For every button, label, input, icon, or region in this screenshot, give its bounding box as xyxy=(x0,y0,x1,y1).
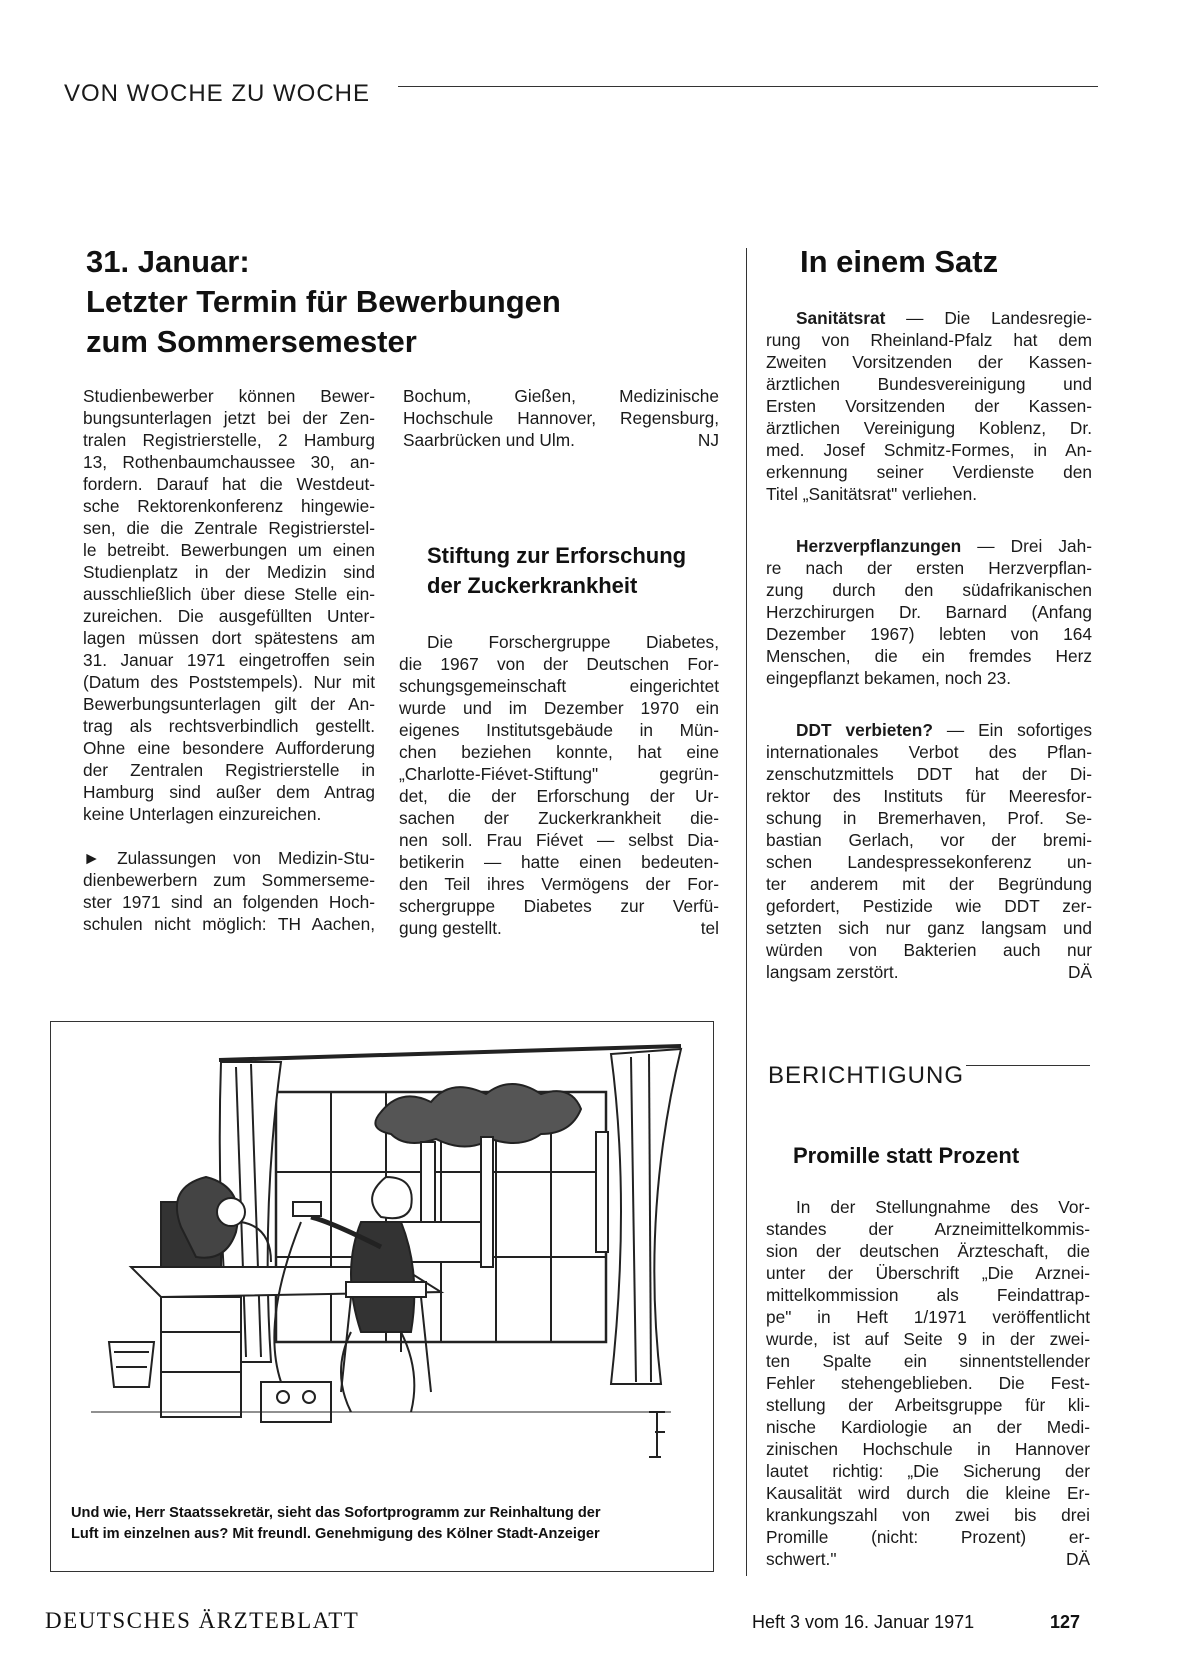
text-line: eigenes Institutsgebäude in Mün- xyxy=(399,720,719,740)
text-line: Zweiten Vorsitzenden der Kassen- xyxy=(766,352,1092,372)
text-line: re nach der ersten Herzverpflan- xyxy=(766,558,1092,578)
text-line: fordern. Darauf hat die Westdeut- xyxy=(83,474,375,494)
main-article-col1 xyxy=(83,385,375,935)
text-line xyxy=(403,429,719,451)
berichtigung-body xyxy=(766,1196,1090,1570)
text-line: mittelkommission als Feindattrap- xyxy=(766,1285,1090,1305)
text-line: wurde, ist auf Seite 9 in der zwei- xyxy=(766,1329,1090,1349)
text-line: zung durch den südafrikanischen xyxy=(766,580,1092,600)
text-line: Ohne eine besondere Aufforderung xyxy=(83,738,375,758)
text-line: langsam zerstört. xyxy=(766,962,899,982)
item-lead: DDT verbieten? xyxy=(796,720,933,740)
header-rule xyxy=(398,86,1098,87)
text-line: unter der Überschrift „Die Arznei- xyxy=(766,1263,1090,1283)
text-line: tralen Registrierstelle, 2 Hamburg xyxy=(83,430,375,450)
page-number: 127 xyxy=(1050,1612,1081,1632)
text-line: med. Josef Schmitz-Formes, in An- xyxy=(766,440,1092,460)
headline-line: Stiftung zur Erforschung xyxy=(427,543,687,568)
text-line: Die Forschergruppe Diabetes, xyxy=(427,632,719,652)
text-line: — Drei Jah- xyxy=(961,536,1092,556)
text-line: 31. Januar 1971 eingetroffen sein xyxy=(83,650,375,670)
text-line: — Ein sofortiges xyxy=(932,720,1092,740)
text-line xyxy=(766,719,1092,741)
text-line: bastian Gerlach, vor der bremi- xyxy=(766,830,1092,850)
text-line: gung gestellt. xyxy=(399,918,502,938)
author-signature: DÄ xyxy=(1067,962,1092,982)
author-signature: NJ xyxy=(697,430,719,450)
text-line: ausschließlich über diese Stelle ein- xyxy=(83,584,375,604)
text-line: Saarbrücken und Ulm. xyxy=(403,430,575,450)
text-line: betikerin — hatte einen bedeuten- xyxy=(399,852,719,872)
text-line xyxy=(766,961,1092,983)
text-line: schergruppe Diabetes zur Verfü- xyxy=(399,896,719,916)
text-line: Studienbewerber können Bewer- xyxy=(83,386,375,406)
text-line: eingepflanzt bekamen, noch 23. xyxy=(766,668,1011,688)
text-line: internationales Verbot des Pflan- xyxy=(766,742,1092,762)
text-line: sion der deutschen Ärzteschaft, die xyxy=(766,1241,1090,1261)
text-line xyxy=(399,917,719,939)
text-line xyxy=(766,535,1092,557)
text-line: Fehler stehengeblieben. Die Fest- xyxy=(766,1373,1090,1393)
berichtigung-header: BERICHTIGUNG xyxy=(768,1062,965,1089)
text-line: erkennung seiner Verdienste den xyxy=(766,462,1092,482)
headline-line: Letzter Termin für Bewerbungen xyxy=(86,284,561,319)
text-line: standes der Arzneimittelkommis- xyxy=(766,1219,1090,1239)
text-line: keine Unterlagen einzureichen. xyxy=(83,804,322,824)
text-line: trag als rechtsverbindlich gestellt. xyxy=(83,716,375,736)
headline-line: der Zuckerkrankheit xyxy=(427,573,638,598)
text-line: zenschutzmittels DDT hat der Di- xyxy=(766,764,1092,784)
text-line: schulen nicht möglich: TH Aachen, xyxy=(83,914,375,934)
text-line: bungsunterlagen jetzt bei der Zen- xyxy=(83,408,375,428)
text-line: Ersten Vorsitzenden der Kassen- xyxy=(766,396,1092,416)
author-signature: DÄ xyxy=(1065,1549,1090,1569)
text-line xyxy=(766,1548,1090,1570)
text-line: würden von Bakterien auch nur xyxy=(766,940,1092,960)
publication-name: DEUTSCHES ÄRZTEBLATT xyxy=(45,1608,360,1633)
text-line: wurde und im Dezember 1970 ein xyxy=(399,698,719,718)
cartoon-frame xyxy=(50,1021,714,1572)
text-line: zinischen Hochschule in Hannover xyxy=(766,1439,1090,1459)
item-lead: Herzverpflanzungen xyxy=(796,536,962,556)
text-line: Hochschule Hannover, Regensburg, xyxy=(403,408,719,428)
text-line: schen Landespressekonferenz un- xyxy=(766,852,1092,872)
text-line: lautet richtig: „Die Sicherung der xyxy=(766,1461,1090,1481)
main-headline xyxy=(86,242,561,362)
text-line: rektor des Instituts für Meeresfor- xyxy=(766,786,1092,806)
text-line: krankungszahl von zwei bis drei xyxy=(766,1505,1090,1525)
cartoon-illustration xyxy=(51,1022,711,1492)
text-line: Menschen, die ein fremdes Herz xyxy=(766,646,1092,666)
text-line: — Die Landesregie- xyxy=(885,308,1092,328)
satz-headline: In einem Satz xyxy=(800,244,999,279)
berichtigung-rule xyxy=(966,1065,1090,1066)
text-line: den Teil ihres Vermögens der For- xyxy=(399,874,719,894)
text-line: le betreibt. Bewerbungen um einen xyxy=(83,540,375,560)
text-line: In der Stellungnahme des Vor- xyxy=(796,1197,1090,1217)
text-line: ärztlichen Vereinigung Koblenz, Dr. xyxy=(766,418,1092,438)
text-line: der Zentralen Registrierstelle in xyxy=(83,760,375,780)
text-line: lagen müssen dort spätestens am xyxy=(83,628,375,648)
text-line: Titel „Sanitätsrat" verliehen. xyxy=(766,484,978,504)
section-header: VON WOCHE ZU WOCHE xyxy=(64,80,370,107)
text-line: Promille (nicht: Prozent) er- xyxy=(766,1527,1090,1547)
text-line: Studienplatz in der Medizin sind xyxy=(83,562,375,582)
text-line: Bochum, Gießen, Medizinische xyxy=(403,386,719,406)
text-line: Hamburg sind außer dem Antrag xyxy=(83,782,375,802)
text-line: Herzchirurgen Dr. Barnard (Anfang xyxy=(766,602,1092,622)
text-line: pe" in Heft 1/1971 veröffentlicht xyxy=(766,1307,1090,1327)
text-line: ster 1971 sind an folgenden Hoch- xyxy=(83,892,375,912)
text-line: die 1967 von der Deutschen For- xyxy=(399,654,719,674)
text-line: setzten sich nur ganz langsam und xyxy=(766,918,1092,938)
text-line: zureichen. Die ausgefüllten Unter- xyxy=(83,606,375,626)
caption-line: Luft im einzelnen aus? Mit freundl. Genehmigung des Kölner Stadt-Anzeiger xyxy=(71,1526,600,1542)
issue-info: Heft 3 vom 16. Januar 1971 xyxy=(752,1612,975,1632)
headline-line: zum Sommersemester xyxy=(86,324,417,359)
item-lead: Sanitätsrat xyxy=(796,308,886,328)
text-line: sachen der Zuckerkrankheit die- xyxy=(399,808,719,828)
text-line: ten Spalte ein sinnentstellender xyxy=(766,1351,1090,1371)
text-line: Kausalität wird durch die kleine Er- xyxy=(766,1483,1090,1503)
main-article-col2 xyxy=(403,385,719,451)
text-line: ärztlichen Bundesvereinigung und xyxy=(766,374,1092,394)
text-line: ► Zulassungen von Medizin-Stu- xyxy=(83,848,375,868)
text-line: schwert." xyxy=(766,1549,837,1569)
text-line: nen soll. Frau Fiévet — selbst Dia- xyxy=(399,830,719,850)
stiftung-body xyxy=(399,631,719,939)
column-divider xyxy=(746,248,747,1576)
text-line: 13, Rothenbaumchaussee 30, an- xyxy=(83,452,375,472)
stiftung-headline xyxy=(427,541,686,601)
berichtigung-headline: Promille statt Prozent xyxy=(793,1143,1020,1168)
text-line: sen, die die Zentrale Registrierstel- xyxy=(83,518,375,538)
text-line: dienbewerbern zum Sommerseme- xyxy=(83,870,375,890)
text-line: rung von Rheinland-Pfalz hat dem xyxy=(766,330,1092,350)
text-line: schungsgemeinschaft eingerichtet xyxy=(399,676,719,696)
text-line: (Datum des Poststempels). Nur mit xyxy=(83,672,375,692)
text-line: sche Rektorenkonferenz hingewie- xyxy=(83,496,375,516)
satz-items xyxy=(766,307,1092,983)
text-line: Dezember 1967) lebten von 164 xyxy=(766,624,1092,644)
caption-line: Und wie, Herr Staatssekretär, sieht das Sofortprogramm zur Reinhaltung der xyxy=(71,1505,601,1521)
author-signature: tel xyxy=(700,918,719,938)
text-line: „Charlotte-Fiévet-Stiftung" gegrün- xyxy=(399,764,719,784)
text-line: nische Kardiologie an der Medi- xyxy=(766,1417,1090,1437)
text-line xyxy=(766,307,1092,329)
text-line: det, die der Erforschung der Ur- xyxy=(399,786,719,806)
text-line: stellung der Arbeitsgruppe für kli- xyxy=(766,1395,1090,1415)
text-line: schung in Bremerhaven, Prof. Se- xyxy=(766,808,1092,828)
text-line: Bewerbungsunterlagen gilt der An- xyxy=(83,694,375,714)
cartoon-caption xyxy=(71,1503,701,1545)
text-line: chen beziehen konnte, hat eine xyxy=(399,742,719,762)
text-line: gefordert, Pestizide wie DDT zer- xyxy=(766,896,1092,916)
headline-line: 31. Januar: xyxy=(86,244,250,279)
text-line: ter anderem mit der Begründung xyxy=(766,874,1092,894)
